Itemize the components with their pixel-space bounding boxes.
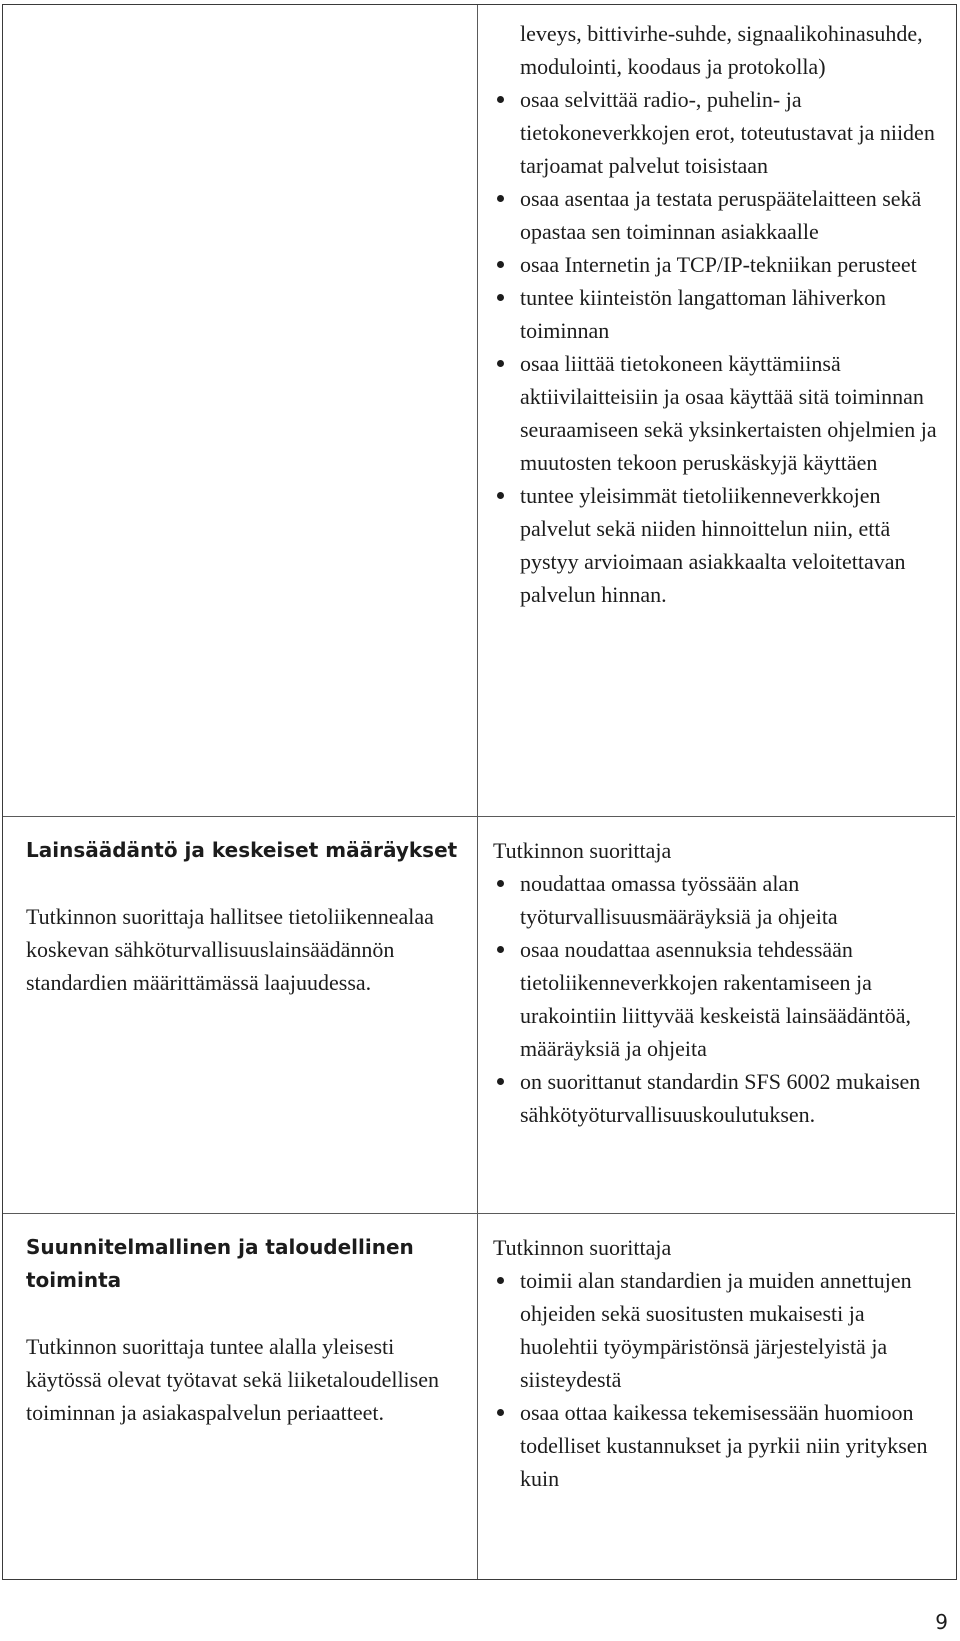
row2-item-2: osaa noudattaa asennuksia tehdessään tietoliikenneverkkojen rakentamiseen ja urakointiin liittyvää keskeistä lainsäädäntöä, määräyksiä ja ohjeita <box>493 933 948 1065</box>
row2-left-cell <box>26 834 466 999</box>
competency-table <box>2 4 957 1580</box>
row3-item-2: osaa ottaa kaikessa tekemisessään huomioon todelliset kustannukset ja pyrkii niin yrityksen kuin <box>493 1396 948 1495</box>
row3-item-1: toimii alan standardien ja muiden annettujen ohjeiden sekä suositusten mukaisesti ja huolehtii työympäristönsä järjestelyistä ja siisteydestä <box>493 1264 948 1396</box>
row1-item-5: osaa liittää tietokoneen käyttämiinsä aktiivilaitteisiin ja osaa käyttää sitä toiminnan seuraamiseen sekä yksinkertaisten ohjelmien ja muutosten tekoon peruskäskyjä käyttäen <box>493 347 948 479</box>
row3-left-cell <box>26 1231 466 1429</box>
row2-intro: Tutkinnon suorittaja <box>493 838 672 863</box>
row3-heading: Suunnitelmallinen ja taloudellinen toiminta <box>26 1235 414 1292</box>
row2-item-1: noudattaa omassa työssään alan työturvallisuusmääräyksiä ja ohjeita <box>493 867 948 933</box>
row3-intro: Tutkinnon suorittaja <box>493 1235 672 1260</box>
row2-bullet-list <box>493 867 948 1131</box>
row3-description: Tutkinnon suorittaja tuntee alalla yleisesti käytössä olevat työtavat sekä liiketaloudellisen toiminnan ja asiakaspalvelun periaatteet. <box>26 1334 439 1425</box>
row1-right-cell <box>493 17 948 611</box>
row-divider-1 <box>3 816 955 817</box>
row2-heading: Lainsäädäntö ja keskeiset määräykset <box>26 838 458 862</box>
row2-item-3: on suorittanut standardin SFS 6002 mukaisen sähkötyöturvallisuuskoulutuksen. <box>493 1065 948 1131</box>
page-number: 9 <box>935 1610 948 1634</box>
column-divider <box>477 5 478 1579</box>
row1-item-4: tuntee kiinteistön langattoman lähiverkon toiminnan <box>493 281 948 347</box>
row3-right-cell <box>493 1231 948 1495</box>
row1-item-2: osaa asentaa ja testata peruspäätelaitteen sekä opastaa sen toiminnan asiakkaalle <box>493 182 948 248</box>
row2-description: Tutkinnon suorittaja hallitsee tietoliikennealaa koskevan sähköturvallisuuslainsäädännön standardien määrittämässä laajuudessa. <box>26 904 434 995</box>
row-divider-2 <box>3 1213 955 1214</box>
row1-item-1: osaa selvittää radio-, puhelin- ja tietokoneverkkojen erot, toteutustavat ja niiden tarjoamat palvelut toisistaan <box>493 83 948 182</box>
row3-bullet-list <box>493 1264 948 1495</box>
row1-item-3: osaa Internetin ja TCP/IP-tekniikan perusteet <box>493 248 948 281</box>
row1-continuation-text: leveys, bittivirhe-suhde, signaalikohinasuhde, modulointi, koodaus ja protokolla) <box>520 21 923 79</box>
row1-bullet-list <box>493 17 948 611</box>
row1-item-6: tuntee yleisimmät tietoliikenneverkkojen palvelut sekä niiden hinnoittelun niin, että pystyy arvioimaan asiakkaalta veloitettavan palvelun hinnan. <box>493 479 948 611</box>
row2-right-cell <box>493 834 948 1131</box>
